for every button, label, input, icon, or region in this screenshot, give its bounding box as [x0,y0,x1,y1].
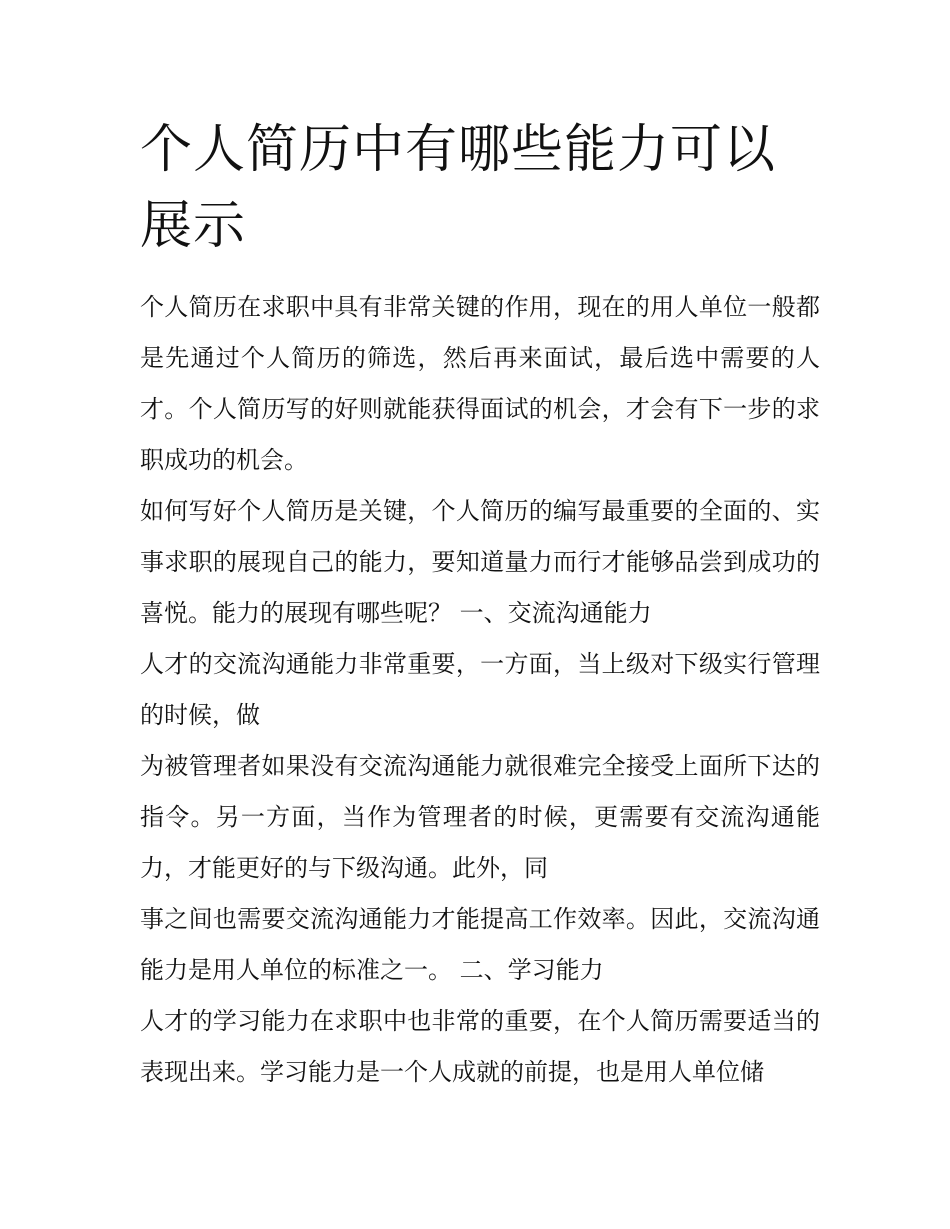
document-page [140,112,820,1098]
paragraph-intro: 个人简历在求职中具有非常关键的作用，现在的用人单位一般都是先通过个人简历的筛选，然后再来面试，最后选中需要的人才。个人简历写的好则就能获得面试的机会，才会有下一步的求职成功的机会。 [140,293,820,474]
paragraph-communication-1: 人才的交流沟通能力非常重要，一方面，当上级对下级实行管理的时候，做 [140,650,820,729]
paragraph-communication-3: 事之间也需要交流沟通能力才能提高工作效率。因此，交流沟通能力是用人单位的标准之一。 二、学习能力 [140,905,820,984]
paragraph-communication-2: 为被管理者如果没有交流沟通能力就很难完全接受上面所下达的指令。另一方面，当作为管理者的时候，更需要有交流沟通能力，才能更好的与下级沟通。此外，同 [140,752,820,882]
paragraph-learning: 人才的学习能力在求职中也非常的重要，在个人简历需要适当的表现出来。学习能力是一个人成就的前提，也是用人单位储 [140,1007,820,1086]
document-title: 个人简历中有哪些能力可以展示 [140,120,777,256]
paragraph-how-to-write: 如何写好个人简历是关键，个人简历的编写最重要的全面的、实事求职的展现自己的能力，要知道量力而行才能够品尝到成功的喜悦。能力的展现有哪些呢？ 一、交流沟通能力 [140,497,820,627]
